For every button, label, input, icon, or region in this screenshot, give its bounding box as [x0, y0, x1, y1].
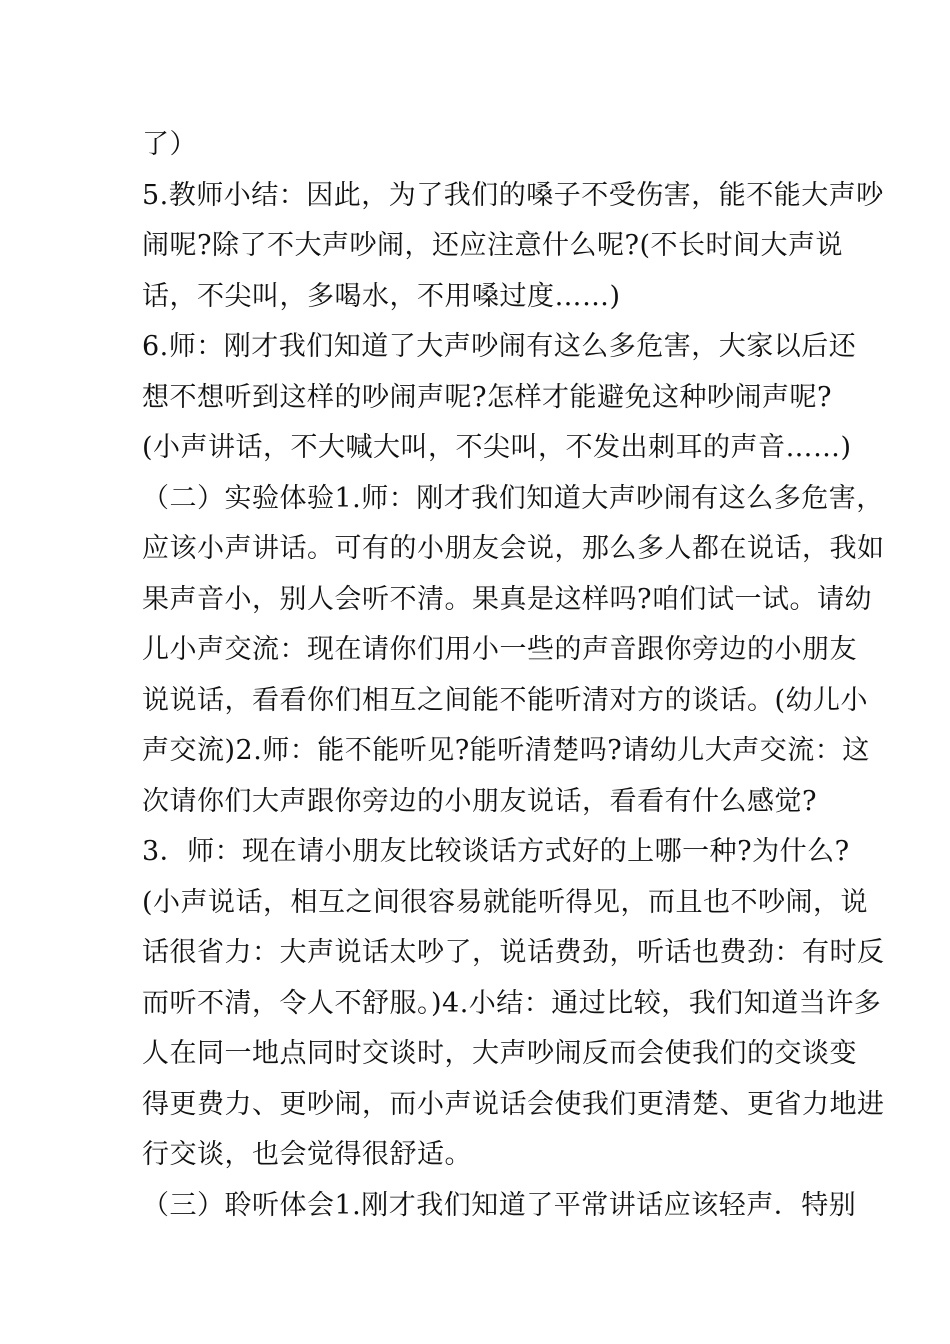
text-line: 3．师：现在请小朋友比较谈话方式好的上哪一种?为什么? — [142, 836, 850, 867]
text-line: 果声音小，别人会听不清。果真是这样吗?咱们试一试。请幼 — [142, 583, 872, 615]
text-line: （二）实验体验1.师：刚才我们知道大声吵闹有这么多危害， — [142, 482, 884, 514]
text-line: 次请你们大声跟你旁边的小朋友说话，看看有什么感觉? — [142, 785, 817, 817]
text-line: 6.师：刚才我们知道了大声吵闹有这么多危害，大家以后还 — [142, 331, 857, 362]
text-line: 行交谈，也会觉得很舒适。 — [142, 1139, 472, 1170]
text-line: 而听不清，令人不舒服。)4.小结：通过比较，我们知道当许多 — [142, 987, 882, 1019]
text-line: 声交流)2.师：能不能听见?能听清楚吗?请幼儿大声交流：这 — [142, 735, 870, 766]
text-line: 人在同一地点同时交谈时，大声吵闹反而会使我们的交谈变 — [142, 1038, 857, 1069]
text-line: 闹呢?除了不大声吵闹，还应注意什么呢?(不长时间大声说 — [142, 230, 843, 261]
text-line: (小声说话，相互之间很容易就能听得见，而且也不吵闹，说 — [142, 886, 869, 918]
text-line: 想不想听到这样的吵闹声呢?怎样才能避免这种吵闹声呢? — [142, 381, 832, 413]
text-line: 5.教师小结：因此，为了我们的嗓子不受伤害，能不能大声吵 — [142, 179, 884, 211]
text-line: 了） — [142, 129, 197, 160]
text-line: 应该小声讲话。可有的小朋友会说，那么多人都在说话，我如 — [142, 533, 885, 564]
text-line: 话很省力：大声说话太吵了，说话费劲，听话也费劲：有时反 — [142, 937, 885, 968]
text-line: 得更费力、更吵闹，而小声说话会使我们更清楚、更省力地进 — [142, 1088, 885, 1120]
document-body-text — [142, 120, 885, 1231]
text-line: （三）聆听体会1.刚才我们知道了平常讲话应该轻声．特别 — [142, 1189, 857, 1221]
text-line: 话，不尖叫，多喝水，不用嗓过度……) — [142, 280, 621, 312]
text-line: 儿小声交流：现在请你们用小一些的声音跟你旁边的小朋友 — [142, 634, 857, 665]
text-line: 说说话，看看你们相互之间能不能听清对方的谈话。(幼儿小 — [142, 684, 869, 716]
text-line: (小声讲话，不大喊大叫，不尖叫，不发出刺耳的声音……) — [142, 432, 852, 463]
